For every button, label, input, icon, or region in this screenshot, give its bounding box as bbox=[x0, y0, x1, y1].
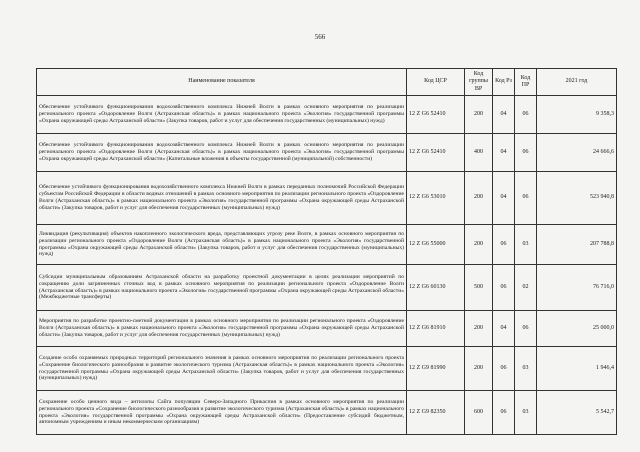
row-vr: 200 bbox=[465, 347, 493, 391]
row-name: Создание особо охраняемых природных территорий регионального значения в рамках основного мероприятия по реализации регионального проекта «Сохранение биологического разнообразия и развитие экологического туризма (Астраханская область)» в рамках национального проекта «Экология» государственной программы «Охрана окружающей среды Астраханской области» (Закупка товаров, работ и услуг для обеспечения государственных (муниципальных) нужд) bbox=[37, 347, 407, 391]
row-amount: 207 788,8 bbox=[537, 225, 617, 265]
row-csr: 12 Z G9 82350 bbox=[407, 391, 465, 435]
header-pr: Код ПР bbox=[515, 69, 537, 96]
header-year: 2021 год bbox=[537, 69, 617, 96]
row-amount: 24 666,6 bbox=[537, 134, 617, 172]
row-vr: 200 bbox=[465, 225, 493, 265]
header-name: Наименование показателя bbox=[37, 69, 407, 96]
row-rz: 04 bbox=[493, 134, 515, 172]
header-rz: Код Рз bbox=[493, 69, 515, 96]
header-csr: Код ЦСР bbox=[407, 69, 465, 96]
row-rz: 06 bbox=[493, 347, 515, 391]
table-row bbox=[37, 96, 617, 134]
table-row bbox=[37, 172, 617, 225]
row-vr: 200 bbox=[465, 172, 493, 225]
row-name: Обеспечение устойчивого функционирования водохозяйственного комплекса Нижней Волги в рамках основного мероприятия по реализации регионального проекта «Оздоровление Волги (Астраханская область)» в рамках национального проекта «Экология» государственной программы «Охрана окружающей среды Астраханской области» (Капитальные вложения в объекты государственной (муниципальной) собственности) bbox=[37, 134, 407, 172]
row-name: Мероприятия по разработке проектно-сметной документации в рамках основного мероприятия по реализации регионального проекта «Оздоровление Волги (Астраханская область)» в рамках национального проекта «Экология» государственной программы «Охрана окружающей среды Астраханской области» (Закупка товаров, работ и услуг для обеспечения государственных (муниципальных) нужд) bbox=[37, 311, 407, 347]
row-name: Обеспечение устойчивого функционирования водохозяйственного комплекса Нижней Волги в рамках переданных полномочий Российской Федерации субъектам Российской Федерации в области водных отношений в рамках основного мероприятия по реализации регионального проекта «Оздоровление Волги (Астраханская область)» в рамках национального проекта «Экология» государственной программы «Охрана окружающей среды Астраханской области» (Закупка товаров, работ и услуг для обеспечения государственных (муниципальных) нужд) bbox=[37, 172, 407, 225]
row-pr: 02 bbox=[515, 265, 537, 311]
row-name: Ликвидация (рекультивация) объектов накопленного экологического вреда, представляющих угрозу реке Волге, в рамках основного мероприятия по реализации регионального проекта «Оздоровление Волги (Астраханская область)» в рамках национального проекта «Экология» государственной программы «Охрана окружающей среды Астраханской области» (Закупка товаров, работ и услуг для обеспечения государственных (муниципальных) нужд) bbox=[37, 225, 407, 265]
row-name: Субсидии муниципальным образованиям Астраханской области на разработку проектной документации в целях реализации мероприятий по сокращению доли загрязненных сточных вод в рамках основного мероприятия по реализации регионального проекта «Оздоровление Волги (Астраханская область)» в рамках национального проекта «Экология» государственной программы «Охрана окружающей среды Астраханской области» (Межбюджетные трансферты) bbox=[37, 265, 407, 311]
row-csr: 12 Z G6 81910 bbox=[407, 311, 465, 347]
table-row bbox=[37, 311, 617, 347]
row-csr: 12 Z G6 60130 bbox=[407, 265, 465, 311]
row-rz: 04 bbox=[493, 96, 515, 134]
row-vr: 600 bbox=[465, 391, 493, 435]
row-vr: 200 bbox=[465, 96, 493, 134]
row-amount: 5 542,7 bbox=[537, 391, 617, 435]
table-row bbox=[37, 347, 617, 391]
header-vr: Код группы ВР bbox=[465, 69, 493, 96]
table-row bbox=[37, 225, 617, 265]
row-amount: 25 000,0 bbox=[537, 311, 617, 347]
row-csr: 12 Z G6 53010 bbox=[407, 172, 465, 225]
table-row bbox=[37, 134, 617, 172]
row-rz: 04 bbox=[493, 172, 515, 225]
row-vr: 200 bbox=[465, 311, 493, 347]
budget-table bbox=[36, 68, 617, 435]
row-rz: 04 bbox=[493, 311, 515, 347]
table-row bbox=[37, 265, 617, 311]
row-pr: 06 bbox=[515, 172, 537, 225]
row-pr: 03 bbox=[515, 225, 537, 265]
table-header-row bbox=[37, 69, 617, 96]
row-pr: 03 bbox=[515, 347, 537, 391]
row-vr: 400 bbox=[465, 134, 493, 172]
row-pr: 03 bbox=[515, 391, 537, 435]
row-rz: 06 bbox=[493, 225, 515, 265]
row-rz: 06 bbox=[493, 391, 515, 435]
row-amount: 9 358,3 bbox=[537, 96, 617, 134]
row-csr: 12 Z G6 52410 bbox=[407, 134, 465, 172]
row-amount: 523 940,8 bbox=[537, 172, 617, 225]
row-amount: 76 716,0 bbox=[537, 265, 617, 311]
row-name: Обеспечение устойчивого функционирования водохозяйственного комплекса Нижней Волги в рамках основного мероприятия по реализации регионального проекта «Оздоровление Волги (Астраханская область)» в рамках национального проекта «Экология» государственной программы «Охрана окружающей среды Астраханской области» (Закупка товаров, работ и услуг для обеспечения государственных (муниципальных) нужд) bbox=[37, 96, 407, 134]
row-csr: 12 Z G6 55000 bbox=[407, 225, 465, 265]
row-csr: 12 Z G6 52410 bbox=[407, 96, 465, 134]
row-csr: 12 Z G9 81990 bbox=[407, 347, 465, 391]
row-vr: 500 bbox=[465, 265, 493, 311]
row-amount: 1 946,4 bbox=[537, 347, 617, 391]
page-number: 566 bbox=[314, 33, 326, 41]
row-pr: 06 bbox=[515, 96, 537, 134]
row-pr: 06 bbox=[515, 311, 537, 347]
table-row bbox=[37, 391, 617, 435]
row-rz: 06 bbox=[493, 265, 515, 311]
row-name: Сохранение особо ценного вида – антилопы Сайга популяции Северо-Западного Прикаспия в рамках основного мероприятия по реализации регионального проекта «Сохранение биологического разнообразия и развитие экологического туризма (Астраханская область)» в рамках национального проекта «Экология» государственной программы «Охрана окружающей среды Астраханской области» (Предоставление субсидий бюджетным, автономным учреждениям и иным некоммерческим организациям) bbox=[37, 391, 407, 435]
row-pr: 06 bbox=[515, 134, 537, 172]
